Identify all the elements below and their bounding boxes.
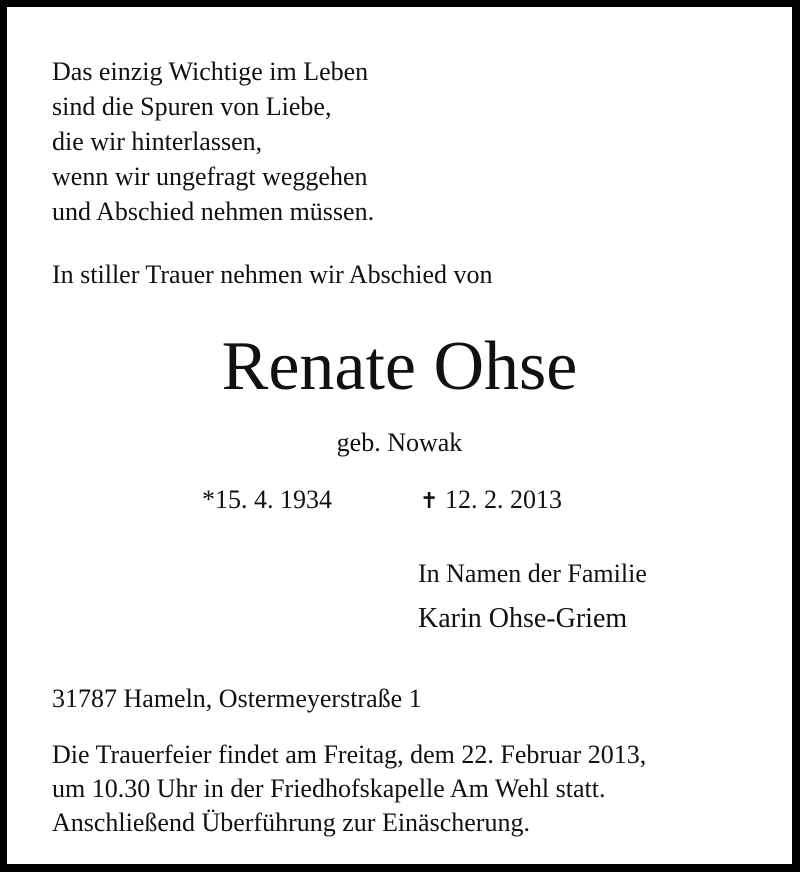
family-label: In Namen der Familie (418, 559, 647, 588)
poem-line: sind die Spuren von Liebe, (52, 92, 332, 121)
intro-text: In stiller Trauer nehmen wir Abschied von (52, 260, 493, 289)
funeral-line: Anschließend Überführung zur Einäscherung. (52, 808, 530, 837)
address: 31787 Hameln, Ostermeyerstraße 1 (52, 684, 422, 713)
funeral-line: um 10.30 Uhr in der Friedhofskapelle Am Wehl statt. (52, 774, 606, 803)
maiden-name: geb. Nowak (336, 428, 463, 457)
obituary-notice (7, 7, 792, 864)
deceased-name: Renate Ohse (221, 328, 578, 405)
family-name: Karin Ohse-Griem (418, 603, 628, 634)
poem-line: Das einzig Wichtige im Leben (52, 57, 369, 86)
poem-line: die wir hinterlassen, (52, 127, 263, 156)
death-date: 12. 2. 2013 (444, 485, 562, 514)
poem-line: wenn wir ungefragt weggehen (52, 162, 368, 191)
birth-date: *15. 4. 1934 (202, 485, 332, 514)
poem-line: und Abschied nehmen müssen. (52, 197, 375, 226)
funeral-line: Die Trauerfeier findet am Freitag, dem 22. Februar 2013, (52, 740, 647, 769)
cross-icon: ✝ (420, 489, 439, 514)
